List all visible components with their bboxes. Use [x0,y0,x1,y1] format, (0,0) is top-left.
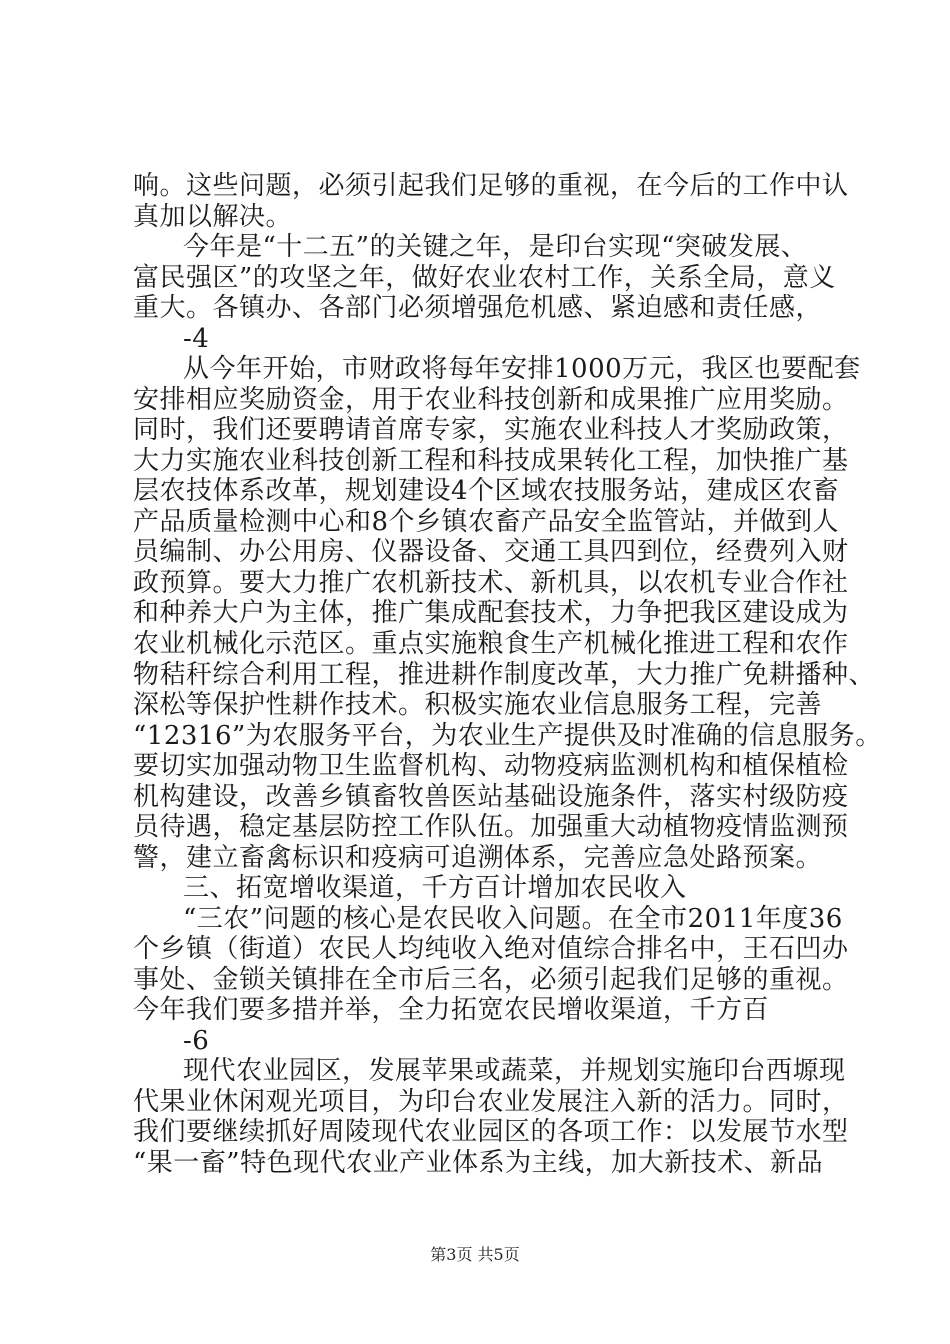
text-line: 我们要继续抓好周陵现代农业园区的各项工作：以发展节水型 [133,1117,849,1147]
text-line: 产品质量检测中心和8个乡镇农畜产品安全监管站，并做到人 [133,507,840,537]
text-line: “果一畜”特色现代农业产业体系为主线，加大新技术、新品 [133,1148,824,1178]
text-line: 深松等保护性耕作技术。积极实施农业信息服务工程，完善 [133,690,823,720]
text-line: 重大。各镇办、各部门必须增强危机感、紧迫感和责任感， [133,293,823,323]
text-line: “三农”问题的核心是农民收入问题。在全市2011年度36 [183,904,843,934]
text-line: 今年是“十二五”的关键之年，是印台实现“突破发展、 [183,232,808,262]
text-line: 真加以解决。 [133,202,293,232]
text-line: 现代农业园区，发展苹果或蔬菜，并规划实施印台西塬现 [183,1056,846,1086]
page-footer: 第3页 共5页 [430,1245,520,1264]
section-heading: 三、拓宽增收渠道，千方百计增加农民收入 [183,873,687,903]
text-line: 员编制、办公用房、仪器设备、交通工具四到位，经费列入财 [133,537,849,567]
page-marker: -4 [183,324,210,354]
text-line: 警，建立畜禽标识和疫病可追溯体系，完善应急处路预案。 [133,843,823,873]
text-line: 机构建设，改善乡镇畜牧兽医站基础设施条件，落实村级防疫 [133,782,849,812]
text-line: 要切实加强动物卫生监督机构、动物疫病监测机构和植保植检 [133,751,849,781]
page-marker: -6 [183,1026,210,1056]
text-line: 政预算。要大力推广农机新技术、新机具，以农机专业合作社 [133,568,849,598]
text-line: 富民强区”的攻坚之年，做好农业农村工作，关系全局，意义 [133,263,836,293]
text-line: 物秸秆综合利用工程，推进耕作制度改革，大力推广免耕播种、 [133,660,876,690]
text-line: 农业机械化示范区。重点实施粮食生产机械化推进工程和农作 [133,629,849,659]
text-line: 同时，我们还要聘请首席专家，实施农业科技人才奖励政策， [133,415,849,445]
text-line: 大力实施农业科技创新工程和科技成果转化工程，加快推广基 [133,446,849,476]
text-line: 代果业休闲观光项目，为印台农业发展注入新的活力。同时， [133,1087,849,1117]
text-line: 安排相应奖励资金，用于农业科技创新和成果推广应用奖励。 [133,385,849,415]
text-line: 和种养大户为主体，推广集成配套技术，力争把我区建设成为 [133,598,849,628]
text-line: 事处、金锁关镇排在全市后三名，必须引起我们足够的重视。 [133,965,849,995]
text-line: 个乡镇（街道）农民人均纯收入绝对值综合排名中，王石凹办 [133,934,849,964]
text-line: “12316”为农服务平台，为农业生产提供及时准确的信息服务。 [133,721,882,751]
text-line: 层农技体系改革，规划建设4个区域农技服务站，建成区农畜 [133,476,840,506]
text-line: 今年我们要多措并举，全力拓宽农民增收渠道，千方百 [133,995,770,1025]
text-line: 从今年开始，市财政将每年安排1000万元，我区也要配套 [183,354,861,384]
text-line: 员待遇，稳定基层防控工作队伍。加强重大动植物疫情监测预 [133,812,849,842]
text-line: 响。这些问题，必须引起我们足够的重视，在今后的工作中认 [133,171,849,201]
